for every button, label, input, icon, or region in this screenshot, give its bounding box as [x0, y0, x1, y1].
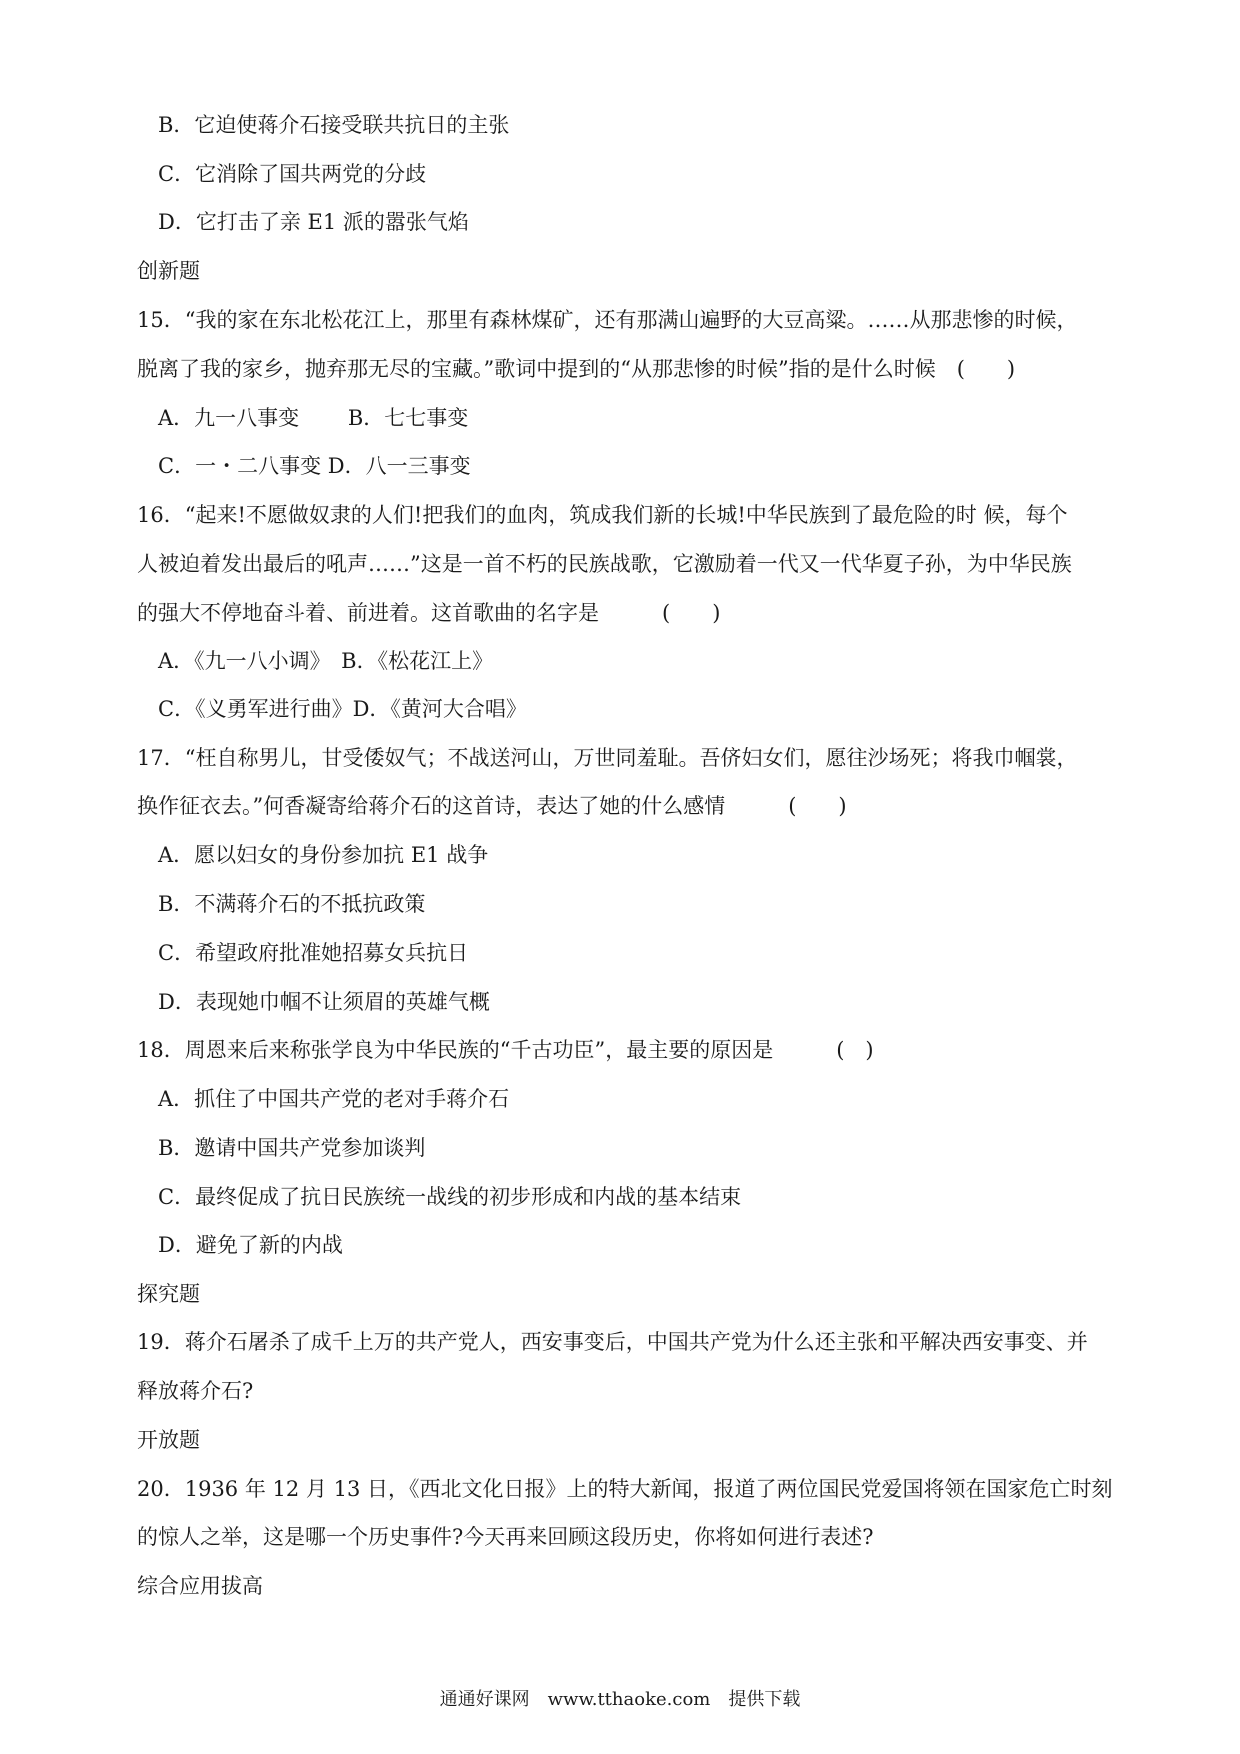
section-heading: 开放题 — [137, 1428, 200, 1452]
question-line: 16．“起来!不愿做奴隶的人们!把我们的血肉，筑成我们新的长城!中华民族到了最危险的时 候，每个 — [137, 503, 1068, 527]
question-line: 释放蒋介石? — [137, 1379, 254, 1403]
question-line: 17．“枉自称男儿，甘受倭奴气；不战送河山，万世同羞耻。吾侪妇女们，愿往沙场死；将我巾帼裳， — [137, 746, 1078, 770]
option-line: A．《九一八小调》 B．《松花江上》 — [158, 649, 494, 673]
question-line: 的惊人之举，这是哪一个历史事件?今天再来回顾这段历史，你将如何进行表述? — [137, 1525, 874, 1549]
option-line: C．一・二八事变 D．八一三事变 — [158, 454, 471, 478]
option-line: D．避免了新的内战 — [158, 1233, 343, 1257]
option-line: A．抓住了中国共产党的老对手蒋介石 — [158, 1087, 510, 1111]
option-line: C．《义勇军进行曲》D．《黄河大合唱》 — [158, 697, 527, 721]
option-line: A．九一八事变 B．七七事变 — [158, 406, 469, 430]
section-heading: 创新题 — [137, 259, 200, 283]
option-line: B．邀请中国共产党参加谈判 — [158, 1136, 426, 1160]
question-line: 19．蒋介石屠杀了成千上万的共产党人，西安事变后，中国共产党为什么还主张和平解决西安事变、并 — [137, 1330, 1088, 1354]
option-line: C．它消除了国共两党的分歧 — [158, 162, 427, 186]
question-line: 脱离了我的家乡，抛弃那无尽的宝藏。”歌词中提到的“从那悲惨的时候”指的是什么时候 ( ) — [137, 357, 1016, 381]
option-line: B．不满蒋介石的不抵抗政策 — [158, 892, 426, 916]
section-heading: 探究题 — [137, 1282, 200, 1306]
page-footer: 通通好课网 www.tthaoke.com 提供下载 — [439, 1689, 801, 1710]
question-line: 18．周恩来后来称张学良为中华民族的“千古功臣”，最主要的原因是 ( ) — [137, 1038, 874, 1062]
question-line: 20．1936 年 12 月 13 日，《西北文化日报》上的特大新闻，报道了两位国民党爱国将领在国家危亡时刻 — [137, 1477, 1113, 1501]
option-line: A．愿以妇女的身份参加抗 E1 战争 — [158, 843, 489, 867]
question-line: 15．“我的家在东北松花江上，那里有森林煤矿，还有那满山遍野的大豆高粱。……从那悲惨的时候， — [137, 308, 1078, 332]
option-line: D．表现她巾帼不让须眉的英雄气概 — [158, 990, 490, 1014]
option-line: D．它打击了亲 E1 派的嚣张气焰 — [158, 210, 469, 234]
question-line: 换作征衣去。”何香凝寄给蒋介石的这首诗，表达了她的什么感情 ( ) — [137, 794, 847, 818]
question-line: 的强大不停地奋斗着、前进着。这首歌曲的名字是 ( ) — [137, 601, 721, 625]
option-line: C．最终促成了抗日民族统一战线的初步形成和内战的基本结束 — [158, 1185, 742, 1209]
option-line: B．它迫使蒋介石接受联共抗日的主张 — [158, 113, 510, 137]
option-line: C．希望政府批准她招募女兵抗日 — [158, 941, 469, 965]
section-heading: 综合应用拔高 — [137, 1574, 263, 1598]
question-line: 人被迫着发出最后的吼声……”这是一首不朽的民族战歌，它激励着一代又一代华夏子孙，为中华民族 — [137, 552, 1072, 576]
